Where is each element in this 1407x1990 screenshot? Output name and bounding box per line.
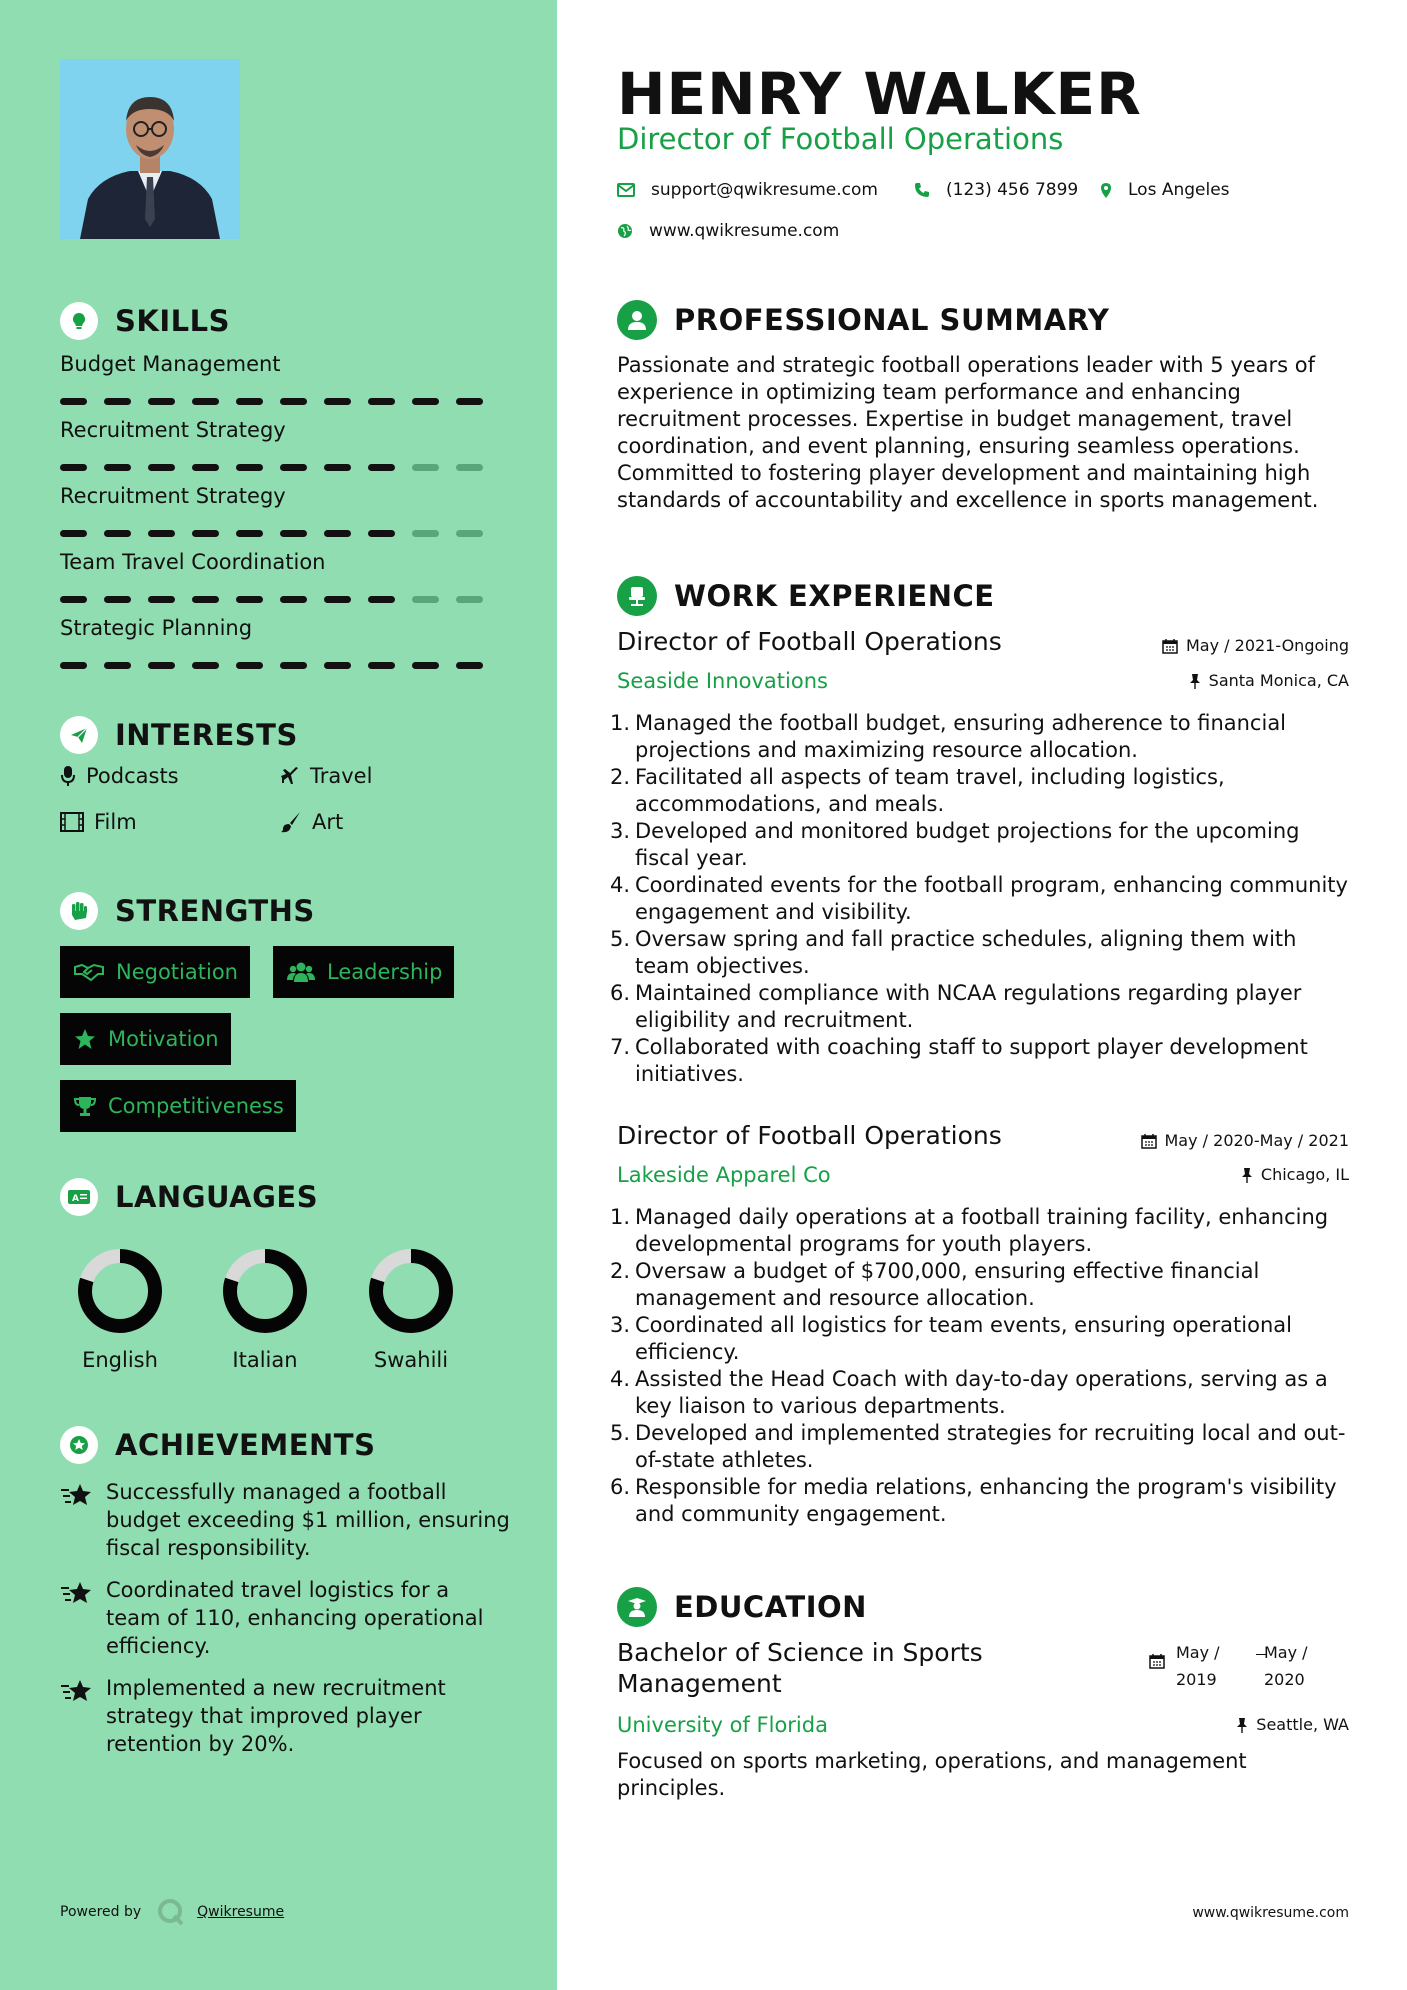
- phone-icon: [914, 182, 930, 198]
- job-title: Director of Football Operations: [617, 627, 1002, 656]
- language-label-english: English: [82, 1348, 158, 1372]
- calendar-icon: [1162, 638, 1178, 654]
- graduate-icon: [617, 1587, 657, 1627]
- skill-dash: [368, 530, 395, 537]
- summary-heading: [617, 300, 1109, 340]
- sidebar: [0, 0, 557, 1990]
- skill-dash: [324, 530, 351, 537]
- job-bullet: [610, 1420, 1355, 1474]
- pushpin-icon: [1189, 673, 1201, 689]
- envelope-icon: [617, 183, 635, 197]
- interest-item-art: [280, 810, 343, 834]
- trophy-icon: [74, 1095, 96, 1117]
- shooting-star-icon: [60, 1674, 94, 1758]
- skill-dash: [324, 398, 351, 405]
- summary-text: Passionate and strategic football operations leader with 5 years of experience in optimizing team performance and enhancing recruitment processes. Expertise in budget management, travel coordination, and event planning, ensuring seamless operations. Committed to fostering player development and maintaining high standards of accountability and excellence in sports management.: [617, 353, 1319, 512]
- bullet-text: Coordinated events for the football program, enhancing community engagement and visibility.: [635, 873, 1348, 924]
- strength-label: Negotiation: [116, 960, 238, 984]
- strength-label: Motivation: [108, 1027, 219, 1051]
- bullet-text: Responsible for media relations, enhancing the program's visibility and community engagement.: [635, 1475, 1337, 1526]
- skill-item: [60, 484, 500, 537]
- candidate-name: HENRY WALKER: [617, 60, 1142, 128]
- email-text: support@qwikresume.com: [651, 180, 878, 200]
- strength-label: Leadership: [327, 960, 443, 984]
- job-company: Seaside Innovations: [617, 669, 828, 693]
- strength-badge-competitiveness: [60, 1080, 296, 1132]
- achievement-text: Coordinated travel logistics for a team of 110, enhancing operational efficiency.: [106, 1578, 484, 1658]
- skill-dash: [104, 596, 131, 603]
- job-dates-text: May / 2020-May / 2021: [1164, 1131, 1349, 1150]
- education-heading: [617, 1587, 867, 1627]
- microphone-icon: [60, 765, 76, 787]
- skill-dash: [148, 530, 175, 537]
- shooting-star-icon: [60, 1576, 94, 1660]
- skill-dash: [280, 464, 307, 471]
- bullet-text: Developed and implemented strategies for recruiting local and out-of-state athletes.: [635, 1421, 1346, 1472]
- skill-dash: [456, 662, 483, 669]
- skills-title: SKILLS: [115, 304, 230, 338]
- job-location-text: Santa Monica, CA: [1208, 671, 1349, 690]
- skill-dash: [60, 398, 87, 405]
- language-label-italian: Italian: [232, 1348, 298, 1372]
- job-bullet: [610, 1312, 1355, 1366]
- strengths-title: STRENGTHS: [115, 894, 315, 928]
- education-end-date: May / 2020: [1264, 1643, 1308, 1689]
- bullet-text: Managed daily operations at a football training facility, enhancing developmental programs for youth players.: [635, 1205, 1329, 1256]
- skill-dash: [368, 596, 395, 603]
- education-degree: Bachelor of Science in Sports Management: [617, 1638, 983, 1698]
- globe-icon: [617, 223, 633, 239]
- skill-dash: [456, 596, 483, 603]
- skill-dash: [412, 662, 439, 669]
- skill-dash: [412, 596, 439, 603]
- bullet-number: 4.: [610, 1367, 631, 1391]
- achievement-text: Successfully managed a football budget exceeding $1 million, ensuring fiscal responsibility.: [106, 1480, 510, 1560]
- skill-dash: [412, 398, 439, 405]
- education-title: EDUCATION: [674, 1590, 867, 1624]
- film-icon: [60, 812, 84, 832]
- skill-label: Budget Management: [60, 352, 281, 376]
- language-donut: [351, 1244, 471, 1342]
- skill-dash: [60, 530, 87, 537]
- plane-icon: [280, 766, 300, 786]
- interest-label: Art: [312, 810, 344, 834]
- skill-dash: [192, 662, 219, 669]
- skill-dash: [104, 530, 131, 537]
- achievements-heading: [60, 1426, 375, 1464]
- job-bullet: [610, 872, 1355, 926]
- website-text: www.qwikresume.com: [649, 221, 840, 241]
- job-bullet: [610, 1258, 1355, 1312]
- brush-icon: [280, 811, 302, 833]
- bullet-text: Facilitated all aspects of team travel, including logistics, accommodations, and meals.: [635, 765, 1225, 816]
- footer-url[interactable]: www.qwikresume.com: [1192, 1905, 1349, 1921]
- job-bullet: [610, 818, 1355, 872]
- bullet-number: 5.: [610, 1421, 631, 1445]
- qwikresume-link[interactable]: Qwikresume: [197, 1904, 285, 1920]
- experience-heading: [617, 576, 995, 616]
- skill-dash: [104, 464, 131, 471]
- skill-level-bar: [60, 662, 500, 669]
- skill-level-bar: [60, 530, 500, 537]
- job-location: [1241, 1165, 1349, 1184]
- qwikresume-logo-icon: [155, 1897, 187, 1927]
- skill-dash: [412, 530, 439, 537]
- skill-item: [60, 616, 500, 669]
- profile-photo: [60, 59, 240, 239]
- skill-dash: [236, 662, 263, 669]
- strength-label: Competitiveness: [108, 1094, 284, 1118]
- skill-dash: [368, 464, 395, 471]
- skill-level-bar: [60, 464, 500, 471]
- skill-dash: [280, 596, 307, 603]
- bullet-text: Collaborated with coaching staff to support player development initiatives.: [635, 1035, 1308, 1086]
- svg-text:A: A: [72, 1194, 79, 1204]
- education-description: Focused on sports marketing, operations, and management principles.: [617, 1749, 1247, 1800]
- interest-item-podcasts: [60, 764, 179, 788]
- skill-dash: [192, 464, 219, 471]
- achievements-title: ACHIEVEMENTS: [115, 1428, 376, 1462]
- bullet-number: 2.: [610, 1259, 631, 1283]
- achievement-item: [60, 1478, 510, 1562]
- skill-dash: [60, 662, 87, 669]
- skill-dash: [280, 398, 307, 405]
- skill-dash: [236, 596, 263, 603]
- interests-title: INTERESTS: [115, 718, 298, 752]
- user-icon: [617, 300, 657, 340]
- bullet-text: Managed the football budget, ensuring adherence to financial projections and maximizing resource allocation.: [635, 711, 1287, 762]
- bullet-text: Oversaw a budget of $700,000, ensuring effective financial management and resource allocation.: [635, 1259, 1260, 1310]
- skill-dash: [192, 596, 219, 603]
- strength-badge-negotiation: [60, 946, 250, 998]
- skill-dash: [280, 662, 307, 669]
- skill-dash: [104, 662, 131, 669]
- skill-label: Strategic Planning: [60, 616, 253, 640]
- handshake-icon: [74, 962, 104, 982]
- job-bullet: [610, 1366, 1355, 1420]
- job-location-text: Chicago, IL: [1260, 1165, 1349, 1184]
- bullet-text: Oversaw spring and fall practice schedules, aligning them with team objectives.: [635, 927, 1297, 978]
- contact-phone[interactable]: [914, 180, 1078, 200]
- skill-level-bar: [60, 398, 500, 405]
- calendar-icon: [1141, 1133, 1157, 1149]
- bullet-number: 5.: [610, 927, 631, 951]
- job-dates: [1162, 636, 1349, 655]
- skill-dash: [368, 662, 395, 669]
- skills-heading: [60, 302, 230, 340]
- contact-email[interactable]: [617, 180, 878, 200]
- interest-label: Travel: [310, 764, 373, 788]
- skill-level-bar: [60, 596, 500, 603]
- phone-text: (123) 456 7899: [946, 180, 1079, 200]
- bullet-number: 6.: [610, 1475, 631, 1499]
- skill-dash: [60, 596, 87, 603]
- summary-title: PROFESSIONAL SUMMARY: [674, 303, 1110, 337]
- skill-label: Recruitment Strategy: [60, 418, 286, 442]
- skill-label: Team Travel Coordination: [60, 550, 326, 574]
- pushpin-icon: [1236, 1717, 1248, 1733]
- strength-badge-leadership: [273, 946, 454, 998]
- job-bullet: [610, 1204, 1355, 1258]
- skill-dash: [456, 530, 483, 537]
- job-company: Lakeside Apparel Co: [617, 1163, 831, 1187]
- job-bullet: [610, 980, 1355, 1034]
- bullet-number: 1.: [610, 1205, 631, 1229]
- language-donut: [60, 1244, 180, 1342]
- shooting-star-icon: [60, 1478, 94, 1562]
- achievement-item: [60, 1674, 510, 1758]
- powered-by: [60, 1897, 284, 1927]
- language-card-icon: [60, 1178, 98, 1216]
- skill-dash: [148, 662, 175, 669]
- interest-label: Podcasts: [86, 764, 179, 788]
- location-text: Los Angeles: [1128, 180, 1230, 200]
- skill-dash: [60, 464, 87, 471]
- education-location-text: Seattle, WA: [1256, 1715, 1349, 1734]
- skill-item: [60, 550, 500, 603]
- users-icon: [287, 961, 315, 983]
- skill-dash: [192, 398, 219, 405]
- skill-dash: [148, 464, 175, 471]
- job-location: [1189, 671, 1349, 690]
- skill-item: [60, 352, 500, 405]
- job-dates-text: May / 2021-Ongoing: [1186, 636, 1349, 655]
- bullet-number: 2.: [610, 765, 631, 789]
- bullet-number: 4.: [610, 873, 631, 897]
- language-label-swahili: Swahili: [373, 1348, 449, 1372]
- job-bullets: [610, 710, 1355, 1088]
- job-bullets: [610, 1204, 1355, 1528]
- job-bullet: [610, 710, 1355, 764]
- bullet-text: Developed and monitored budget projections for the upcoming fiscal year.: [635, 819, 1300, 870]
- pushpin-icon: [1241, 1167, 1253, 1183]
- skill-dash: [324, 662, 351, 669]
- interest-label: Film: [94, 810, 137, 834]
- skill-dash: [236, 530, 263, 537]
- bullet-number: 3.: [610, 1313, 631, 1337]
- powered-by-label: Powered by: [60, 1904, 142, 1920]
- skill-dash: [148, 596, 175, 603]
- skill-dash: [236, 398, 263, 405]
- job-title: Director of Football Operations: [617, 1121, 1002, 1150]
- skill-dash: [368, 398, 395, 405]
- bullet-number: 6.: [610, 981, 631, 1005]
- bullet-number: 1.: [610, 711, 631, 735]
- experience-title: WORK EXPERIENCE: [674, 579, 995, 613]
- bullet-text: Assisted the Head Coach with day-to-day operations, serving as a key liaison to various departments.: [635, 1367, 1328, 1418]
- candidate-role: Director of Football Operations: [617, 122, 1064, 156]
- skill-dash: [324, 596, 351, 603]
- bullet-number: 7.: [610, 1035, 631, 1059]
- job-bullet: [610, 1034, 1355, 1088]
- skill-dash: [148, 398, 175, 405]
- interest-item-film: [60, 810, 137, 834]
- contact-location: [1100, 180, 1230, 200]
- fist-icon: [60, 892, 98, 930]
- achievement-text: Implemented a new recruitment strategy that improved player retention by 20%.: [106, 1676, 446, 1756]
- skill-dash: [324, 464, 351, 471]
- bullet-text: Coordinated all logistics for team events, ensuring operational efficiency.: [635, 1313, 1292, 1364]
- job-bullet: [610, 926, 1355, 980]
- job-bullet: [610, 1474, 1355, 1528]
- calendar-icon: [1149, 1653, 1165, 1673]
- achievement-item: [60, 1576, 510, 1660]
- skill-dash: [456, 398, 483, 405]
- job-bullet: [610, 764, 1355, 818]
- bullet-number: 3.: [610, 819, 631, 843]
- skill-dash: [192, 530, 219, 537]
- skill-dash: [456, 464, 483, 471]
- map-pin-icon: [1100, 182, 1112, 199]
- medal-star-icon: [60, 1426, 98, 1464]
- skill-dash: [412, 464, 439, 471]
- skill-dash: [104, 398, 131, 405]
- education-school: University of Florida: [617, 1713, 828, 1737]
- language-donut: [205, 1244, 325, 1342]
- languages-title: LANGUAGES: [115, 1180, 319, 1214]
- contact-website[interactable]: [617, 221, 839, 241]
- skill-dash: [280, 530, 307, 537]
- job-dates: [1141, 1131, 1350, 1150]
- lightbulb-icon: [60, 302, 98, 340]
- languages-heading: [60, 1178, 318, 1216]
- education-location: [1236, 1715, 1349, 1734]
- skill-label: Recruitment Strategy: [60, 484, 286, 508]
- star-icon: [74, 1028, 96, 1050]
- paper-plane-icon: [60, 716, 98, 754]
- strength-badge-motivation: [60, 1013, 231, 1065]
- skill-dash: [236, 464, 263, 471]
- skill-item: [60, 418, 500, 471]
- bullet-text: Maintained compliance with NCAA regulations regarding player eligibility and recruitment.: [635, 981, 1302, 1032]
- interest-item-travel: [280, 764, 372, 788]
- strengths-heading: [60, 892, 315, 930]
- education-start-date: May / 2019: [1176, 1643, 1220, 1689]
- interests-heading: [60, 716, 298, 754]
- briefcase-chair-icon: [617, 576, 657, 616]
